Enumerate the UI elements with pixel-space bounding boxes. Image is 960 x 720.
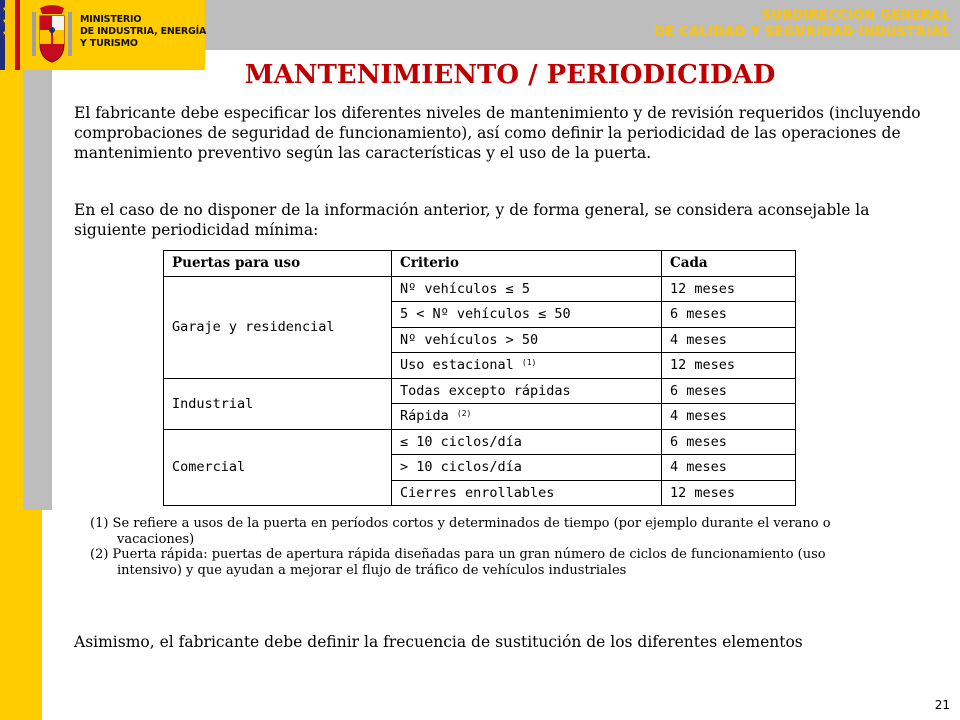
criterio-cell: Nº vehículos > 50 [392,327,662,353]
criterio-cell: Cierres enrollables [392,480,662,506]
star-icon: ★ [2,5,9,13]
closing-paragraph: Asimismo, el fabricante debe definir la frecuencia de sustitución de los diferentes elementos [74,633,803,651]
table-row [164,276,796,302]
column-header: Criterio [392,251,662,277]
cada-cell: 6 meses [662,429,796,455]
column-header: Cada [662,251,796,277]
star-icon: ★ [2,29,9,37]
cada-cell: 6 meses [662,378,796,404]
coat-of-arms-icon [28,4,76,66]
footnote: (1) Se refiere a usos de la puerta en períodos cortos y determinados de tiempo (por ejemplo durante el verano o vacaciones) [90,516,831,547]
footnotes [90,516,870,578]
criterio-cell: Nº vehículos ≤ 5 [392,276,662,302]
intro-paragraph: El fabricante debe especificar los diferentes niveles de mantenimiento y de revisión requeridos (incluyendo comprobaciones de seguridad de funcionamiento), así como definir la periodicidad de las operaciones de mantenimiento preventivo según las características y el uso de la puerta. [74,104,921,162]
cada-cell: 4 meses [662,327,796,353]
criterio-cell: Rápida $^{(2)}$ [392,404,662,430]
star-icon: ★ [2,17,9,25]
cada-cell: 6 meses [662,302,796,328]
table-header-row [164,251,796,277]
uso-cell: Industrial [164,378,392,429]
subdireccion-label: SUBDIRECCIÓN GENERAL DE CALIDAD Y SEGURIDAD INDUSTRIAL [654,8,950,40]
ministry-logo [0,0,205,70]
criterio-cell: > 10 ciclos/día [392,455,662,481]
page-title: MANTENIMIENTO / PERIODICIDAD [244,60,776,90]
criterio-cell: ≤ 10 ciclos/día [392,429,662,455]
ministry-name: MINISTERIO DE INDUSTRIA, ENERGÍA Y TURISMO [80,14,207,49]
footnote-ref: (1) [521,358,537,368]
uso-cell: Garaje y residencial [164,276,392,378]
table-row [164,429,796,455]
criterio-cell: 5 < Nº vehículos ≤ 50 [392,302,662,328]
table-row [164,378,796,404]
column-header: Puertas para uso [164,251,392,277]
page-number: 21 [934,698,950,712]
footnote: (2) Puerta rápida: puertas de apertura rápida diseñadas para un gran número de ciclos de funcionamiento (uso intensivo) y que ayudan a mejorar el flujo de tráfico de vehículos industriales [90,547,826,578]
cada-cell: 12 meses [662,276,796,302]
criterio-cell: Uso estacional $^{(1)}$ [392,353,662,379]
cada-cell: 12 meses [662,353,796,379]
cada-cell: 12 meses [662,480,796,506]
footnote-ref: (2) [456,409,472,419]
cada-cell: 4 meses [662,455,796,481]
uso-cell: Comercial [164,429,392,506]
side-grey-bar [23,50,52,510]
cada-cell: 4 meses [662,404,796,430]
maintenance-table [163,250,796,506]
recommendation-paragraph: En el caso de no disponer de la información anterior, y de forma general, se considera aconsejable la siguiente periodicidad mínima: [74,201,870,239]
criterio-cell: Todas excepto rápidas [392,378,662,404]
